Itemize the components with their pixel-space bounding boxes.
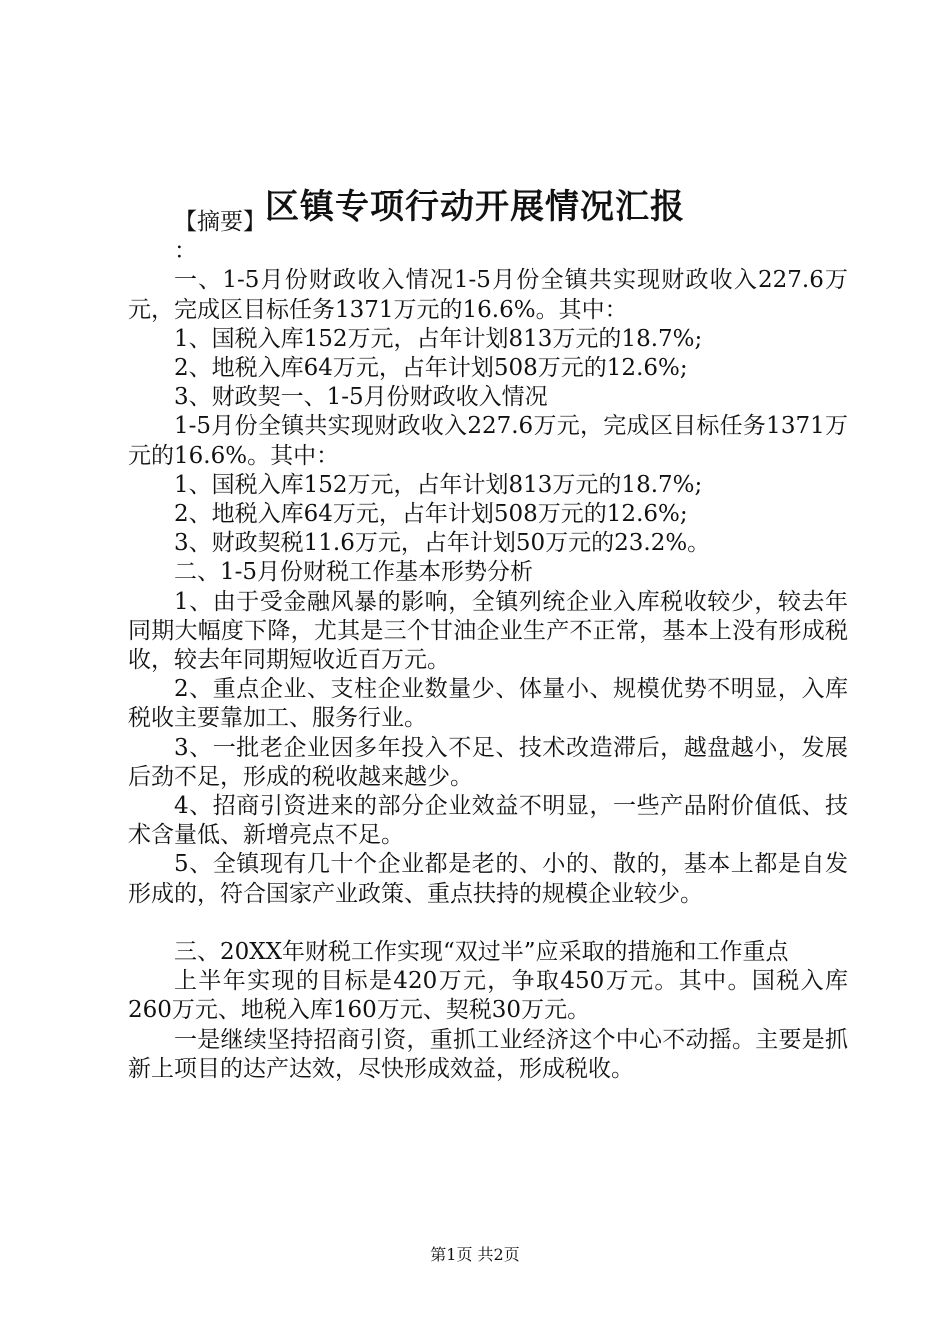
paragraph: 2、地税入库64万元，占年计划508万元的12.6%; — [174, 501, 688, 528]
paragraph: ： — [174, 238, 197, 265]
document-title: 区镇专项行动开展情况汇报 — [265, 187, 685, 227]
page-footer: 第1页 共2页 — [430, 1245, 520, 1264]
paragraph: 4、招商引资进来的部分企业效益不明显，一些产品附价值低、技术含量低、新增亮点不足。 — [128, 793, 848, 849]
paragraph: 5、全镇现有几十个企业都是老的、小的、散的，基本上都是自发形成的，符合国家产业政策、重点扶持的规模企业较少。 — [128, 851, 848, 907]
section-heading: 一、1-5月份财政收入情况1-5月份全镇共实现财政收入227.6万元，完成区目标任务1371万元的16.6%。其中： — [128, 267, 848, 323]
section-heading: 三、20XX年财税工作实现“双过半”应采取的措施和工作重点 — [174, 939, 789, 966]
paragraph: 一是继续坚持招商引资，重抓工业经济这个中心不动摇。主要是抓新上项目的达产达效，尽快形成效益，形成税收。 — [128, 1026, 848, 1082]
paragraph: 1、国税入库152万元，占年计划813万元的18.7%; — [174, 471, 703, 498]
paragraph: 1-5月份全镇共实现财政收入227.6万元，完成区目标任务1371万元的16.6%。其中： — [128, 413, 848, 469]
paragraph: 3、财政契税11.6万元，占年计划50万元的23.2%。 — [174, 530, 711, 557]
paragraph: 上半年实现的目标是420万元，争取450万元。其中。国税入库260万元、地税入库160万元、契税30万元。 — [128, 968, 848, 1024]
paragraph: 1、由于受金融风暴的影响，全镇列统企业入库税收较少，较去年同期大幅度下降，尤其是三个甘油企业生产不正常，基本上没有形成税收，较去年同期短收近百万元。 — [128, 588, 848, 674]
paragraph: 3、财政契一、1-5月份财政收入情况 — [174, 384, 548, 411]
paragraph: 2、重点企业、支柱企业数量少、体量小、规模优势不明显，入库税收主要靠加工、服务行业。 — [128, 676, 848, 732]
section-heading: 二、1-5月份财税工作基本形势分析 — [174, 559, 534, 586]
paragraph: 2、地税入库64万元，占年计划508万元的12.6%; — [174, 355, 688, 382]
abstract-heading: 【摘要】 — [174, 209, 266, 235]
document-body — [128, 208, 848, 1084]
paragraph: 1、国税入库152万元，占年计划813万元的18.7%; — [174, 325, 703, 352]
paragraph: 3、一批老企业因多年投入不足、技术改造滞后，越盘越小，发展后劲不足，形成的税收越来越少。 — [128, 734, 848, 790]
blank-line — [128, 909, 848, 938]
